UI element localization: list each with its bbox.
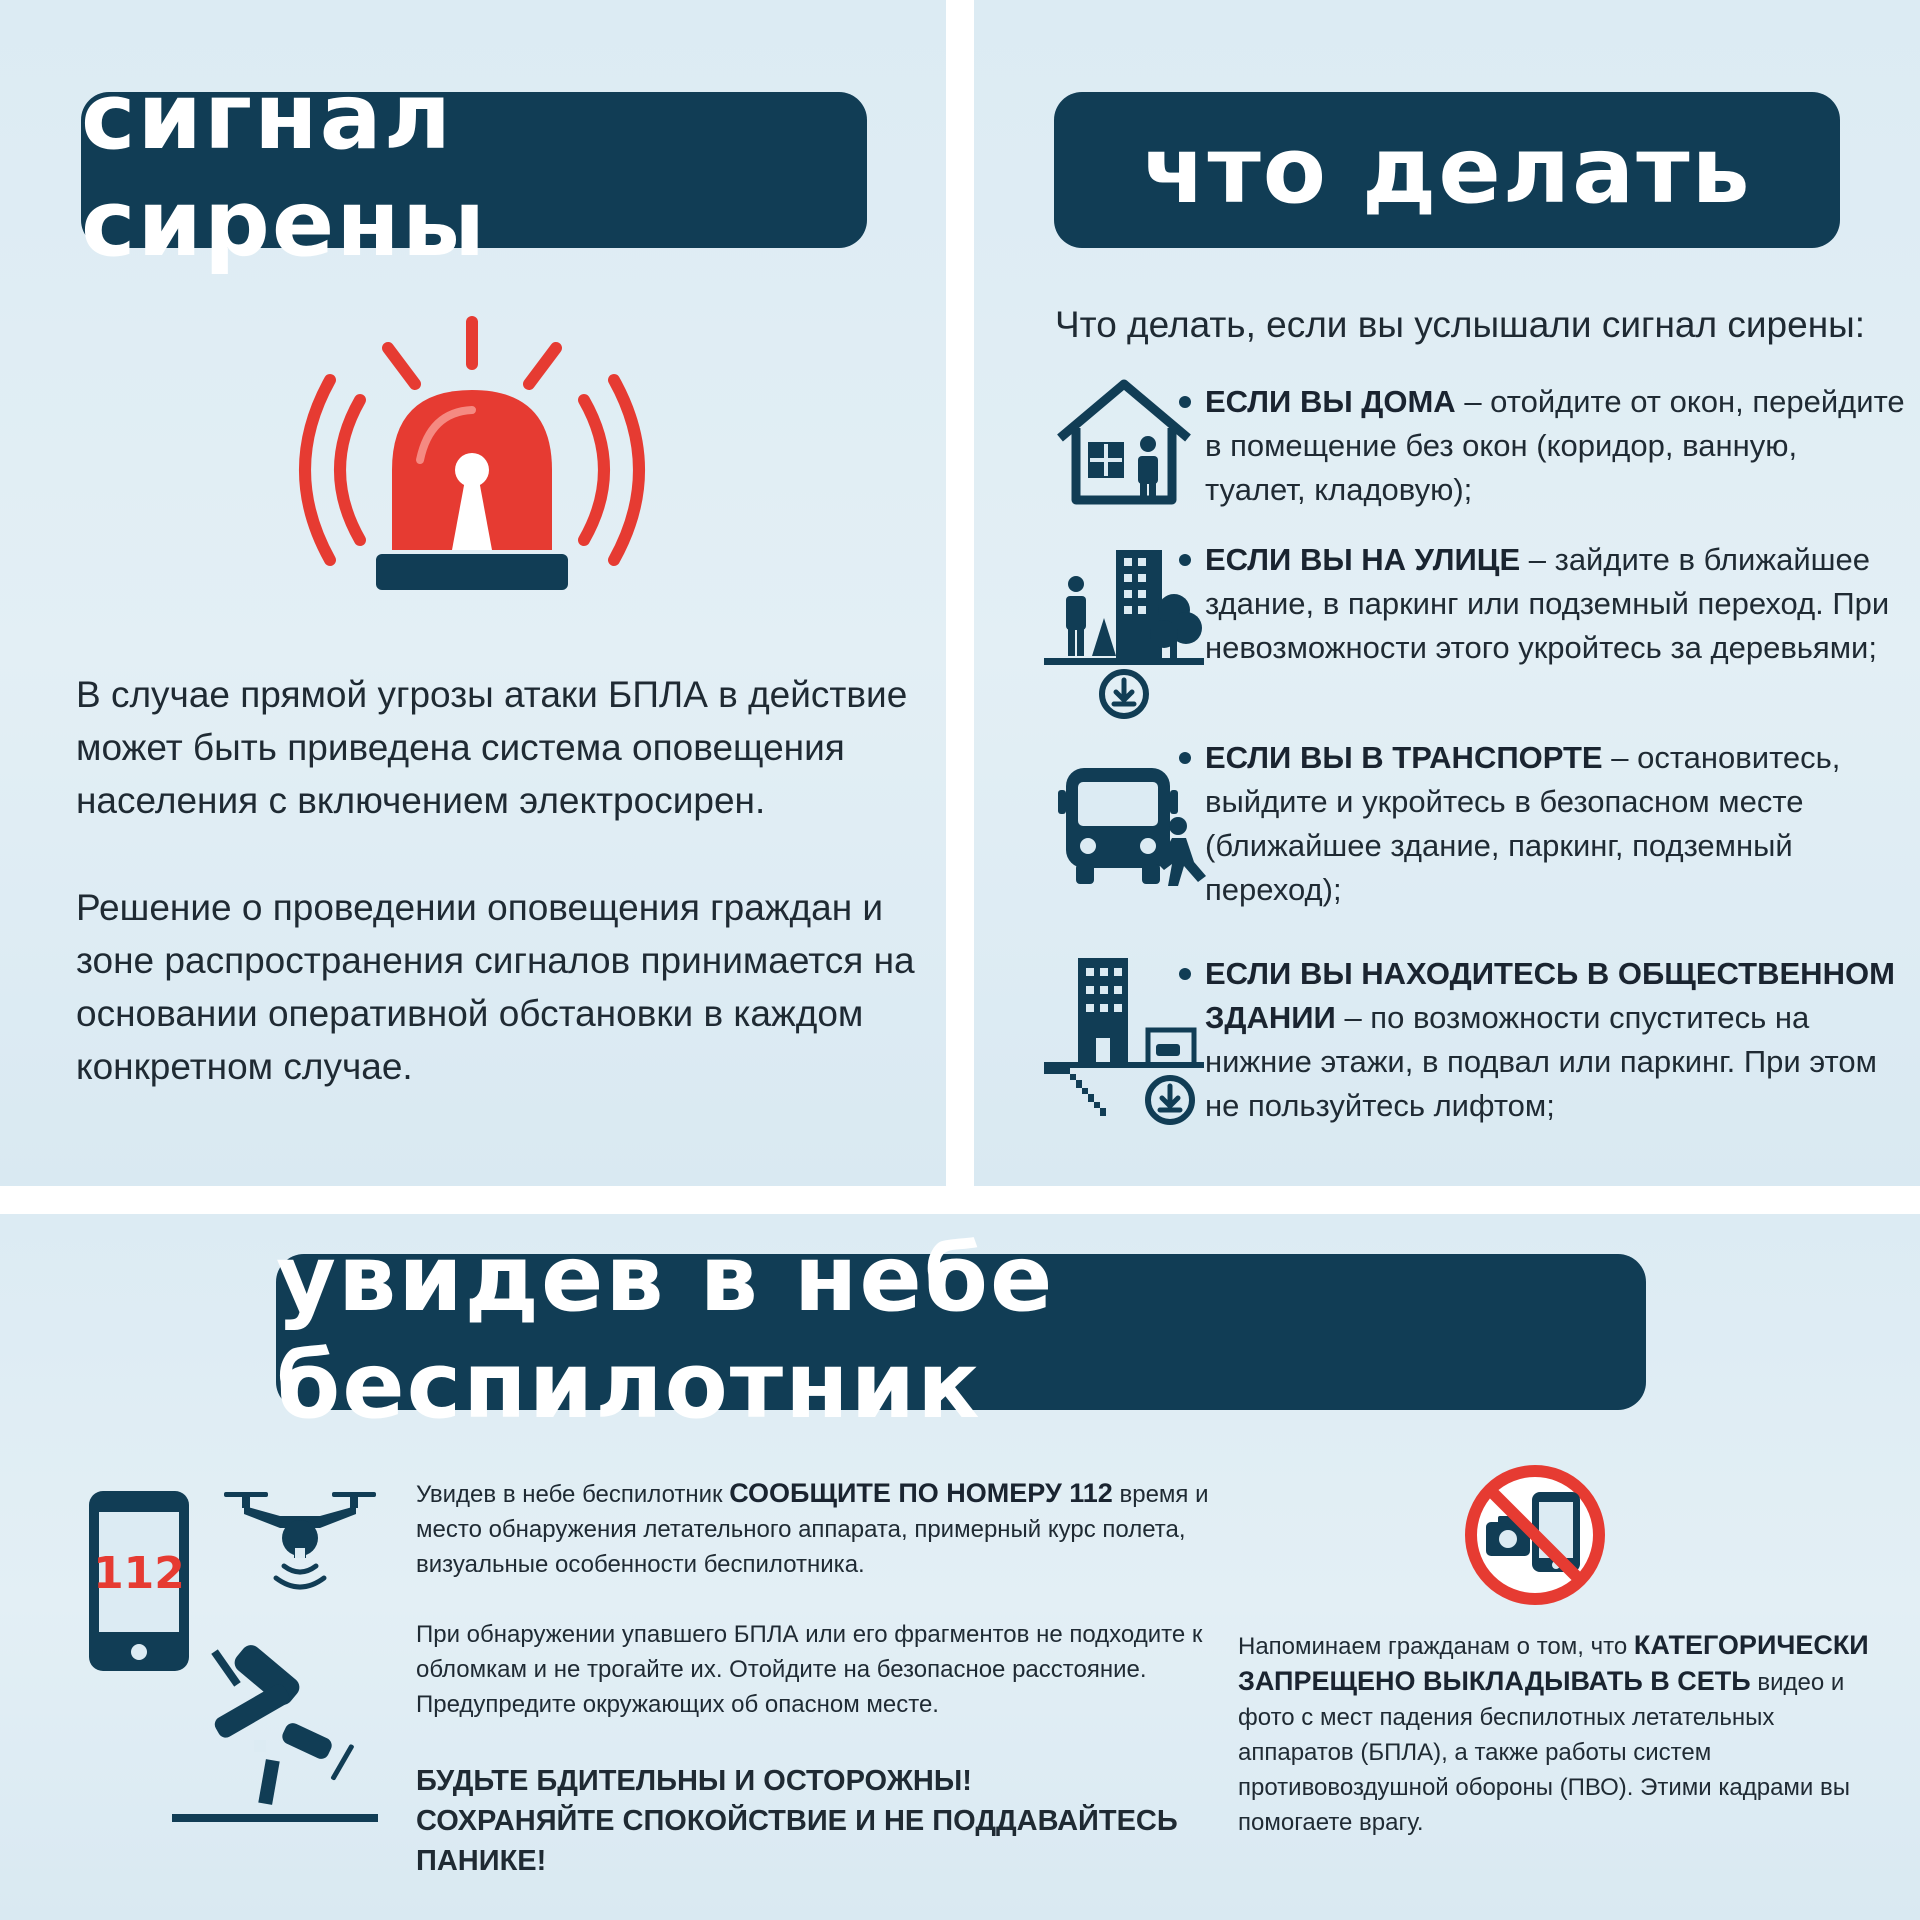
action-home-heading: ЕСЛИ ВЫ ДОМА bbox=[1205, 384, 1456, 419]
action-transport-heading: ЕСЛИ ВЫ В ТРАНСПОРТЕ bbox=[1205, 740, 1603, 775]
action-public-text: – по возможности спуститесь на нижние этажи, в подвал или паркинг. При этом не пользуйтесь лифтом; bbox=[1205, 1000, 1877, 1123]
bullet bbox=[1179, 554, 1191, 566]
warning-line-2: СОХРАНЯЙТЕ СПОКОЙСТВИЕ И НЕ ПОДДАВАЙТЕСЬ ПАНИКЕ! bbox=[416, 1805, 1178, 1877]
actions-title: что делать bbox=[1054, 92, 1840, 248]
debris-paragraph: При обнаружении упавшего БПЛА или его фрагментов не подходите к обломкам и не трогайте их. Отойдите на безопасное расстояние. Предупредите окружающих об опасном месте. bbox=[416, 1621, 1203, 1718]
action-street-heading: ЕСЛИ ВЫ НА УЛИЦЕ bbox=[1205, 542, 1521, 577]
warning-block bbox=[416, 1761, 1236, 1881]
phone-number: 112 bbox=[93, 1548, 185, 1599]
bullet bbox=[1179, 396, 1191, 408]
action-transport-text: – остановитесь, выйдите и укройтесь в безопасном месте (ближайшее здание, паркинг, подземный переход); bbox=[1205, 740, 1841, 907]
no-photo-icon bbox=[1462, 1462, 1608, 1608]
bullet bbox=[1179, 752, 1191, 764]
warning-line-1: БУДЬТЕ БДИТЕЛЬНЫ И ОСТОРОЖНЫ! bbox=[416, 1765, 972, 1797]
action-public-building bbox=[1205, 952, 1905, 1128]
report-paragraph bbox=[416, 1476, 1216, 1582]
drone-icon bbox=[220, 1486, 380, 1606]
action-street bbox=[1205, 538, 1905, 670]
action-street-text: – зайдите в ближайшее здание, в паркинг или подземный переход. При невозможности этого укройтесь за деревьями; bbox=[1205, 542, 1890, 665]
note-text-pre: Напоминаем гражданам о том, что bbox=[1238, 1633, 1634, 1660]
siren-paragraph-2: Решение о проведении оповещения граждан и зоне распространения сигналов принимается на основании оперативной обстановки в каждом конкретном случае. bbox=[76, 887, 915, 1087]
house-person-icon bbox=[1054, 376, 1194, 506]
bus-icon bbox=[1054, 766, 1224, 890]
drone-title: увидев в небе беспилотник bbox=[276, 1254, 1646, 1410]
note-emphasis: КАТЕГОРИЧЕСКИ ЗАПРЕЩЕНО ВЫКЛАДЫВАТЬ В СЕТЬ bbox=[1238, 1630, 1869, 1696]
action-transport bbox=[1205, 736, 1905, 912]
note-text-post: видео и фото с мест падения беспилотных летательных аппаратов (БПЛА), а также работы систем противовоздушной обороны (ПВО). Этими кадрами вы помогаете врагу. bbox=[1238, 1669, 1850, 1836]
public-building-icon bbox=[1044, 958, 1204, 1128]
action-public-heading: ЕСЛИ ВЫ НАХОДИТЕСЬ В ОБЩЕСТВЕННОМ ЗДАНИИ bbox=[1205, 956, 1895, 1035]
report-text-pre: Увидев в небе беспилотник bbox=[416, 1481, 730, 1508]
actions-intro: Что делать, если вы услышали сигнал сирены: bbox=[1055, 304, 1866, 345]
siren-icon bbox=[280, 300, 670, 600]
crashed-drone-icon bbox=[172, 1640, 382, 1830]
action-home bbox=[1205, 380, 1905, 512]
action-home-text: – отойдите от окон, перейдите в помещение без окон (коридор, ванную, туалет, кладовую); bbox=[1205, 384, 1905, 507]
street-shelter-icon bbox=[1044, 544, 1204, 726]
report-number-emphasis: СООБЩИТЕ ПО НОМЕРУ 112 bbox=[729, 1478, 1113, 1508]
report-text-post: время и место обнаружения летательного аппарата, примерный курс полета, визуальные особенности беспилотника. bbox=[416, 1481, 1209, 1578]
siren-paragraph-1: В случае прямой угрозы атаки БПЛА в действие может быть приведена система оповещения населения с включением электросирен. bbox=[76, 674, 908, 821]
siren-title: сигнал сирены bbox=[81, 92, 867, 248]
bullet bbox=[1179, 968, 1191, 980]
no-photo-note bbox=[1238, 1628, 1878, 1840]
